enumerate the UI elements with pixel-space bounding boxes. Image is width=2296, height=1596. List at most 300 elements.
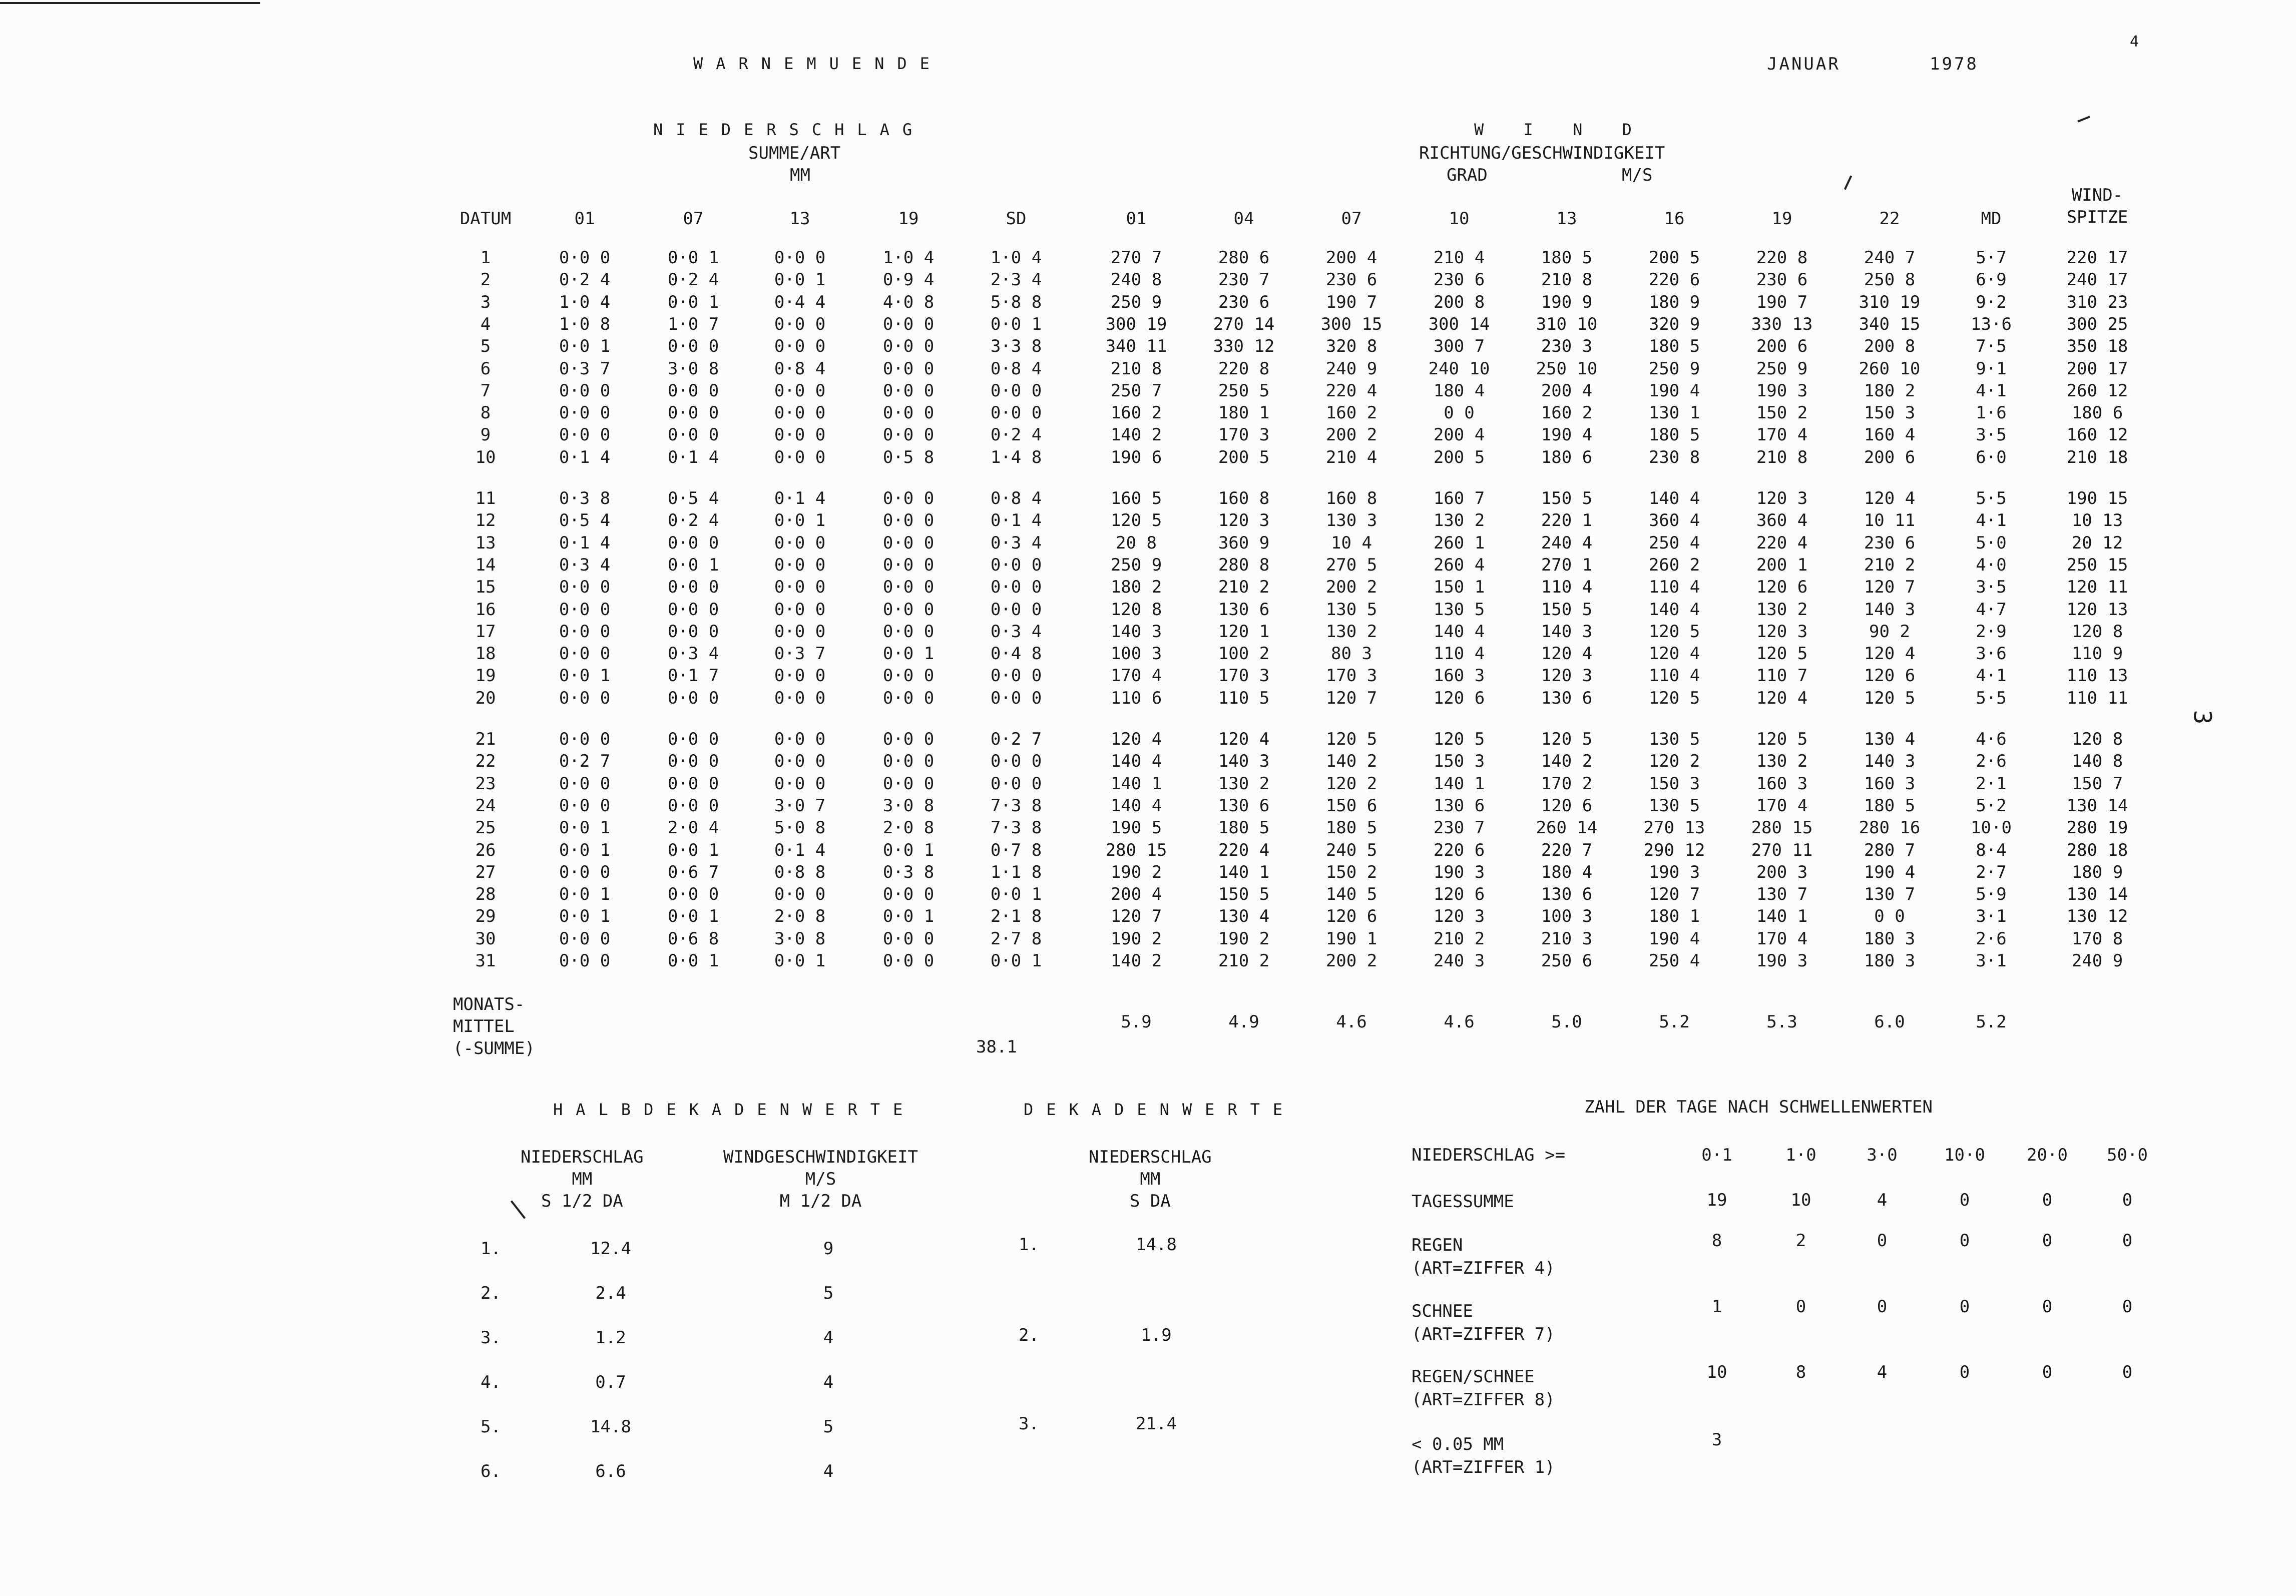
column-header: 19 [1771,209,1792,229]
table-cell: 0·0 0 [774,577,826,598]
table-cell: 4·0 8 [882,292,935,312]
table-cell: 0·0 0 [667,751,719,772]
halbdekade-sum: 6.6 [595,1461,626,1481]
table-cell: 0·0 0 [774,599,826,620]
table-cell: 2·1 8 [990,906,1042,927]
table-cell: 5·5 [1976,488,2007,508]
table-cell: 260 10 [1859,358,1921,379]
halbdekade-number: 1. [481,1239,501,1259]
table-cell: 0·0 0 [882,488,935,508]
table-cell: 180 5 [1648,336,1700,357]
table-cell: 120 6 [1541,795,1593,816]
table-cell: 3·6 [1976,644,2007,664]
halbdekade-number: 3. [481,1328,501,1348]
table-cell: 0·0 0 [667,688,719,708]
table-cell: 0·0 0 [774,403,826,423]
table-cell: 120 5 [1325,729,1377,749]
row-date: 29 [475,906,496,927]
table-cell: 0·0 0 [667,795,719,816]
table-cell: 240 7 [1864,248,1916,268]
table-cell: 160 12 [2066,425,2128,445]
table-cell: 180 1 [1648,906,1700,927]
column-header: 07 [1341,209,1362,229]
threshold-count: 19 [1706,1190,1727,1210]
table-cell: 2·3 4 [990,270,1042,290]
table-cell: 130 6 [1218,795,1270,816]
table-cell: 0·0 0 [882,358,935,379]
table-cell: 230 8 [1648,447,1700,467]
wind-sub1: RICHTUNG/GESCHWINDIGKEIT [1419,143,1665,163]
threshold-count: 3 [1711,1430,1722,1450]
table-cell: 340 11 [1105,336,1167,357]
table-cell: 0·0 0 [774,751,826,772]
table-cell: 0·0 0 [774,666,826,686]
table-cell: 0·0 1 [559,818,611,838]
table-cell: 130 1 [1648,403,1700,423]
table-cell: 120 5 [1864,688,1916,708]
table-cell: 9·2 [1976,292,2007,312]
table-cell: 0·0 0 [559,928,611,949]
row-date: 22 [475,751,496,772]
table-cell: 120 5 [1756,644,1808,664]
table-cell: 140 3 [1864,751,1916,772]
table-cell: 0·0 0 [882,599,935,620]
table-cell: 180 5 [1541,248,1593,268]
table-cell: 210 4 [1433,248,1485,268]
row-date: 10 [475,447,496,467]
table-cell: 160 7 [1433,488,1485,508]
table-cell: 120 6 [1756,577,1808,598]
wind-title: W I N D [1474,120,1647,139]
threshold-row-label: REGEN/SCHNEE (ART=ZIFFER 8) [1412,1367,1555,1410]
table-cell: 2·0 8 [774,906,826,927]
column-header: 13 [1556,209,1577,229]
table-cell: 190 2 [1110,928,1162,949]
table-cell: 310 10 [1536,314,1598,334]
table-cell: 150 3 [1864,403,1916,423]
table-cell: 2·1 [1976,773,2007,794]
table-cell: 120 3 [1218,510,1270,531]
table-cell: 120 4 [1864,644,1916,664]
table-cell: 120 5 [1433,729,1485,749]
row-date: 3 [480,292,491,312]
page-number: 4 [2130,33,2141,51]
table-cell: 4·1 [1976,380,2007,401]
threshold-header: 10·0 [1944,1145,1985,1165]
table-cell: 3·0 7 [774,795,826,816]
table-cell: 200 2 [1325,425,1377,445]
table-cell: 130 4 [1864,729,1916,749]
table-cell: 0·0 0 [990,666,1042,686]
threshold-count: 4 [1877,1190,1888,1210]
table-cell: 7·3 8 [990,795,1042,816]
table-cell: 3·0 8 [882,795,935,816]
table-cell: 230 6 [1864,533,1916,553]
table-cell: 0·2 4 [990,425,1042,445]
row-date: 23 [475,773,496,794]
table-cell: 0·0 0 [774,533,826,553]
halbdekade-sum: 1.2 [595,1328,626,1348]
table-cell: 0·5 4 [559,510,611,531]
dekade-sum: 14.8 [1136,1235,1177,1255]
table-cell: 0·0 0 [990,577,1042,598]
table-cell: 0·0 0 [882,403,935,423]
table-cell: 0·6 7 [667,862,719,882]
table-cell: 180 3 [1864,928,1916,949]
table-cell: 200 6 [1864,447,1916,467]
table-cell: 200 8 [1864,336,1916,357]
halbdekaden-col1-head: NIEDERSCHLAG MM S 1/2 DA [521,1147,644,1211]
table-cell: 90 2 [1869,621,1910,642]
halbdekade-number: 2. [481,1283,501,1303]
table-cell: 190 5 [1110,818,1162,838]
table-cell: 0·1 4 [774,840,826,860]
table-cell: 0·0 0 [774,688,826,708]
column-header: 19 [898,209,919,229]
monthly-wind-mean: 4.6 [1444,1012,1475,1032]
table-cell: 130 2 [1218,773,1270,794]
table-cell: 3·0 8 [774,928,826,949]
table-cell: 2·7 [1976,862,2007,882]
table-cell: 270 1 [1541,555,1593,575]
table-cell: 0·0 0 [882,666,935,686]
table-cell: 170 4 [1756,425,1808,445]
table-cell: 0·0 0 [882,425,935,445]
halbdekade-wind: 5 [823,1283,834,1303]
table-cell: 130 4 [1218,906,1270,927]
table-cell: 190 3 [1648,862,1700,882]
table-cell: 270 13 [1643,818,1705,838]
column-header: 01 [574,209,595,229]
threshold-count: 0 [1877,1231,1888,1251]
table-cell: 0·0 0 [990,751,1042,772]
table-cell: 10 4 [1331,533,1372,553]
table-cell: 200 5 [1218,447,1270,467]
table-cell: 190 2 [1218,928,1270,949]
table-cell: 140 2 [1325,751,1377,772]
halbdekade-wind: 9 [823,1239,834,1259]
table-cell: 0·0 0 [882,928,935,949]
table-cell: 140 5 [1325,884,1377,905]
column-header: 10 [1449,209,1470,229]
row-date: 20 [475,688,496,708]
table-cell: 110 4 [1648,577,1700,598]
table-cell: 220 6 [1433,840,1485,860]
table-cell: 110 7 [1756,666,1808,686]
table-cell: 110 5 [1218,688,1270,708]
row-date: 2 [480,270,491,290]
table-cell: 130 7 [1756,884,1808,905]
threshold-count: 0 [2122,1362,2133,1382]
table-cell: 0·3 7 [774,644,826,664]
dekaden-title: DEKADENWERTE [1024,1100,1296,1119]
table-cell: 250 10 [1536,358,1598,379]
halbdekade-sum: 0.7 [595,1372,626,1392]
table-cell: 190 4 [1864,862,1916,882]
threshold-count: 8 [1711,1231,1722,1251]
row-date: 26 [475,840,496,860]
column-header: 22 [1879,209,1900,229]
table-cell: 120 8 [2071,621,2123,642]
table-cell: 7·5 [1976,336,2007,357]
table-cell: 0·0 1 [667,840,719,860]
table-cell: 130 2 [1756,599,1808,620]
table-cell: 260 14 [1536,818,1598,838]
table-cell: 120 5 [1648,688,1700,708]
halbdekade-wind: 4 [823,1461,834,1481]
table-cell: 4·7 [1976,599,2007,620]
table-cell: 130 14 [2066,795,2128,816]
table-cell: 0·0 0 [667,773,719,794]
row-date: 19 [475,666,496,686]
table-cell: 2·6 [1976,928,2007,949]
table-cell: 0·1 4 [774,488,826,508]
table-cell: 0·0 0 [774,729,826,749]
table-cell: 230 6 [1325,270,1377,290]
table-cell: 13·6 [1971,314,2012,334]
table-cell: 0·0 1 [774,510,826,531]
table-cell: 0·1 4 [559,533,611,553]
table-cell: 270 5 [1325,555,1377,575]
table-cell: 300 14 [1428,314,1490,334]
table-cell: 200 4 [1433,425,1485,445]
table-cell: 140 4 [1648,488,1700,508]
table-cell: 260 1 [1433,533,1485,553]
monthly-wind-mean: 5.2 [1659,1012,1690,1032]
table-cell: 190 4 [1648,928,1700,949]
row-date: 4 [480,314,491,334]
table-cell: 0·0 1 [559,884,611,905]
halbdekade-wind: 4 [823,1372,834,1392]
table-cell: 120 11 [2066,577,2128,598]
table-cell: 5·0 [1976,533,2007,553]
table-cell: 0·0 0 [774,447,826,467]
table-cell: 0·0 0 [882,751,935,772]
table-cell: 130 3 [1325,510,1377,531]
table-cell: 120 2 [1325,773,1377,794]
table-cell: 0·1 7 [667,666,719,686]
table-cell: 160 8 [1325,488,1377,508]
year-label: 1978 [1930,54,1979,74]
table-cell: 0·4 4 [774,292,826,312]
table-cell: 0·3 4 [990,621,1042,642]
table-cell: 0·0 0 [990,688,1042,708]
table-cell: 0·0 0 [559,380,611,401]
monthly-wind-mean: 4.9 [1228,1012,1259,1032]
table-cell: 0·0 1 [559,666,611,686]
table-cell: 250 4 [1648,951,1700,971]
row-date: 6 [480,358,491,379]
table-cell: 230 6 [1756,270,1808,290]
table-cell: 0·2 7 [990,729,1042,749]
table-cell: 190 3 [1433,862,1485,882]
table-cell: 0·0 0 [559,862,611,882]
column-header: 04 [1233,209,1254,229]
table-cell: 140 4 [1648,599,1700,620]
table-cell: 270 14 [1213,314,1275,334]
threshold-header: 0·1 [1701,1145,1732,1165]
halbdekade-number: 4. [481,1372,501,1392]
table-cell: 230 3 [1541,336,1593,357]
schwellen-head-label: NIEDERSCHLAG >= [1412,1145,1566,1165]
table-cell: 140 2 [1110,425,1162,445]
table-cell: 0·0 0 [667,533,719,553]
table-cell: 120 4 [1756,688,1808,708]
table-cell: 160 4 [1864,425,1916,445]
table-cell: 140 4 [1110,795,1162,816]
column-header: MD [1981,209,2002,229]
table-cell: 360 4 [1648,510,1700,531]
table-cell: 200 1 [1756,555,1808,575]
row-date: 12 [475,510,496,531]
table-cell: 170 4 [1756,928,1808,949]
table-cell: 130 6 [1541,884,1593,905]
halbdekade-sum: 2.4 [595,1283,626,1303]
table-cell: 120 4 [1541,644,1593,664]
table-cell: 170 2 [1541,773,1593,794]
table-cell: 180 5 [1648,425,1700,445]
table-cell: 180 6 [1541,447,1593,467]
table-cell: 0·0 0 [774,555,826,575]
table-cell: 280 16 [1859,818,1921,838]
table-cell: 120 7 [1325,688,1377,708]
threshold-count: 0 [2042,1362,2053,1382]
table-cell: 190 7 [1325,292,1377,312]
table-cell: 280 6 [1218,248,1270,268]
table-cell: 0·0 0 [667,729,719,749]
table-cell: 180 1 [1218,403,1270,423]
table-cell: 4·6 [1976,729,2007,749]
table-cell: 190 3 [1756,951,1808,971]
table-cell: 180 4 [1433,380,1485,401]
table-cell: 3·1 [1976,906,2007,927]
table-cell: 0·0 0 [667,884,719,905]
table-cell: 140 8 [2071,751,2123,772]
table-cell: 170 4 [1110,666,1162,686]
table-cell: 240 4 [1541,533,1593,553]
table-cell: 140 2 [1110,951,1162,971]
table-cell: 3·5 [1976,577,2007,598]
table-cell: 100 3 [1541,906,1593,927]
table-cell: 220 8 [1756,248,1808,268]
table-cell: 0·0 0 [990,403,1042,423]
table-cell: 280 15 [1751,818,1813,838]
table-cell: 140 1 [1433,773,1485,794]
table-cell: 130 2 [1325,621,1377,642]
table-cell: 0·1 4 [667,447,719,467]
table-cell: 0·0 0 [667,577,719,598]
table-cell: 0·0 0 [559,795,611,816]
table-cell: 240 9 [1325,358,1377,379]
table-cell: 0·0 1 [667,906,719,927]
table-cell: 0·3 7 [559,358,611,379]
table-cell: 0·0 1 [990,314,1042,334]
table-cell: 190 15 [2066,488,2128,508]
column-header: 07 [683,209,704,229]
schwellen-title: ZAHL DER TAGE NACH SCHWELLENWERTEN [1584,1097,1933,1117]
table-cell: 140 3 [1541,621,1593,642]
table-cell: 1·0 4 [882,248,935,268]
table-cell: 0·0 0 [882,510,935,531]
table-cell: 110 6 [1110,688,1162,708]
halbdekade-wind: 4 [823,1328,834,1348]
table-cell: 0·0 1 [990,951,1042,971]
monthly-wind-mean: 5.9 [1121,1012,1152,1032]
table-cell: 110 4 [1541,577,1593,598]
table-cell: 240 8 [1110,270,1162,290]
table-cell: 180 9 [2071,862,2123,882]
table-cell: 150 3 [1648,773,1700,794]
table-cell: 190 6 [1110,447,1162,467]
table-cell: 4·1 [1976,510,2007,531]
table-cell: 0·0 0 [559,688,611,708]
row-date: 9 [480,425,491,445]
table-cell: 0·0 0 [559,729,611,749]
table-cell: 250 8 [1864,270,1916,290]
scan-edge-line [0,2,260,4]
column-header: WIND- SPITZE [2066,185,2128,227]
table-cell: 1·6 [1976,403,2007,423]
table-cell: 130 6 [1218,599,1270,620]
threshold-count: 0 [1959,1362,1970,1382]
row-date: 18 [475,644,496,664]
table-cell: 190 3 [1756,380,1808,401]
table-cell: 200 5 [1433,447,1485,467]
table-cell: 160 2 [1325,403,1377,423]
dekade-number: 2. [1019,1325,1039,1345]
table-cell: 0·0 0 [559,773,611,794]
table-cell: 130 2 [1433,510,1485,531]
table-cell: 1·0 8 [559,314,611,334]
table-cell: 200 2 [1325,577,1377,598]
table-cell: 180 5 [1218,818,1270,838]
table-cell: 240 9 [2071,951,2123,971]
table-cell: 2·9 [1976,621,2007,642]
table-cell: 120 13 [2066,599,2128,620]
table-cell: 300 7 [1433,336,1485,357]
table-cell: 210 8 [1541,270,1593,290]
threshold-count: 4 [1877,1362,1888,1382]
table-cell: 0·0 1 [774,270,826,290]
table-cell: 300 19 [1105,314,1167,334]
row-date: 7 [480,380,491,401]
table-cell: 170 8 [2071,928,2123,949]
table-cell: 180 5 [1325,818,1377,838]
wind-ms: M/S [1622,165,1653,185]
table-cell: 120 3 [1756,488,1808,508]
table-cell: 210 4 [1325,447,1377,467]
table-cell: 180 5 [1864,795,1916,816]
table-cell: 1·0 7 [667,314,719,334]
threshold-count: 2 [1795,1231,1806,1251]
threshold-count: 10 [1790,1190,1811,1210]
table-cell: 0·0 0 [774,380,826,401]
table-cell: 240 3 [1433,951,1485,971]
table-cell: 120 7 [1864,577,1916,598]
dekade-sum: 21.4 [1136,1414,1177,1434]
table-cell: 120 4 [1864,488,1916,508]
table-cell: 0·0 0 [774,336,826,357]
table-cell: 0·9 4 [882,270,935,290]
threshold-count: 0 [2122,1190,2133,1210]
table-cell: 280 19 [2066,818,2128,838]
table-cell: 0·3 4 [559,555,611,575]
table-cell: 0·0 1 [667,292,719,312]
table-cell: 250 15 [2066,555,2128,575]
table-cell: 190 2 [1110,862,1162,882]
table-cell: 0·0 0 [559,577,611,598]
table-cell: 0·0 0 [882,688,935,708]
